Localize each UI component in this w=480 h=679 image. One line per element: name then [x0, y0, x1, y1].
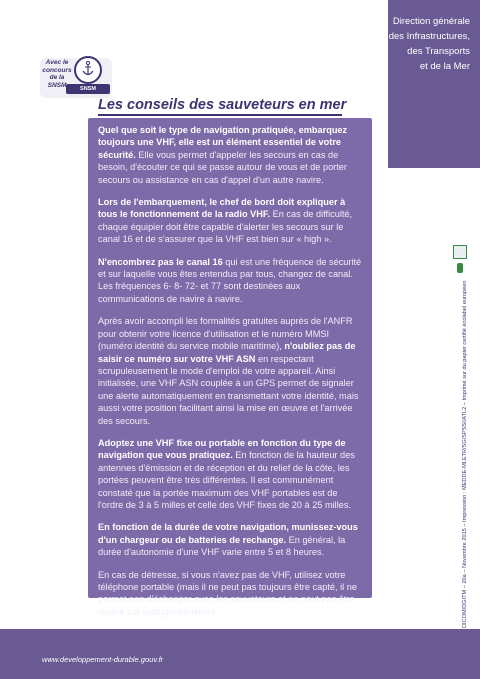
paragraph-highlight: En fonction de la durée de votre navigation, munissez-vous d'un chargeur ou de batteries de rechange. — [98, 522, 358, 545]
footer-band — [0, 629, 480, 679]
paragraph-highlight: Adoptez une VHF fixe ou portable en fonction du type de navigation que vous pratiquez. — [98, 437, 346, 461]
ministry-line: des Infrastructures, — [388, 31, 470, 42]
paragraph-text: En cas de difficulté, chaque équipier doit être capable d'alerter les secours sur le canal 16 et de s'assurer que la VHF est bien sur « high ». — [98, 209, 353, 245]
logo-caption: Avec le concours de la SNSM — [42, 59, 72, 89]
advice-paragraph — [98, 196, 362, 246]
title-underline — [98, 114, 342, 116]
advice-paragraph — [98, 124, 362, 186]
paragraph-text: Après avoir accompli les formalités gratuites auprès de l'ANFR pour obtenir votre licence d'utilisation et le numéro MMSI (numéro identité du service mobile maritime), — [98, 316, 353, 352]
paragraph-highlight: Quel que soit le type de navigation pratiquée, embarquez toujours une VHF, elle est un élément essentiel de votre sécurité. — [98, 125, 348, 160]
logo-ribbon: SNSM — [66, 84, 110, 94]
paragraph-highlight: n'oubliez pas de saisir ce numéro sur votre VHF ASN — [98, 341, 356, 364]
anchor-icon — [82, 61, 94, 77]
paragraph-text: En général, la durée d'autonomie d'une VHF varie entre 5 et 8 heures. — [98, 534, 346, 558]
paragraph-highlight: Lors de l'embarquement, le chef de bord doit expliquer à tous le fonctionnement de la radio VHF. — [98, 197, 346, 220]
ministry-line: des Transports — [407, 46, 470, 57]
advice-panel — [88, 118, 372, 630]
paragraph-text: En cas de détresse, si vous n'avez pas de VHF, utilisez votre téléphone portable (mais il ne peut pas toujours être capté, il ne permet pas d'échanger avec les sauveteurs et ne peut pas être repéré par radiogoniométrie). — [98, 569, 357, 617]
title-block — [98, 96, 358, 118]
page-title: Les conseils des sauveteurs en mer — [98, 97, 347, 113]
paragraph-text: En fonction de la hauteur des antennes d'émission et de réception et du relief de la côte, les portées peuvent être très différentes. Il est communément constaté que la portée maximum des VHF portables est de l'ordre de 3 à 5 milles et celle des VHF fixes de 20 à 25 milles. — [98, 450, 355, 510]
ministry-line: et de la Mer — [419, 61, 470, 72]
paragraph-text: Elle vous permet d'appeler les secours en cas de besoin, d'écouter ce qui se passe autour de vous et de porter secours ou assistance en cas d'appel d'un autre navire. — [98, 149, 347, 185]
paragraph-text: en respectant scrupuleusement le mode d'emploi de votre appareil. Ainsi initialisée, une VHF ASN couplée à un GPS permet de signaler une alerte automatiquement en transmettant votre identité, mais aussi votre position facilitant ainsi la mise en œuvre et l'arrivée des secours. — [98, 353, 359, 426]
ministry-header — [388, 0, 480, 168]
advice-paragraph — [98, 315, 362, 427]
paragraph-highlight: N'encombrez pas le canal 16 — [98, 256, 223, 267]
advice-paragraph — [98, 256, 362, 306]
advice-paragraph — [98, 437, 362, 511]
paragraph-highlight: Appelez le CROSS en composant le 196 sur votre téléphone, nouveau numéro — [98, 606, 343, 630]
advice-paragraph — [98, 521, 362, 558]
side-imprint: DICOM/DGITM – 20a – Novembre 2015 – Impression : MEDDE-MLETR/SG/SPSSI/ATL2 – Imprimé sur du papier certifié écolabel européen — [462, 280, 468, 628]
ministry-line: Direction générale — [392, 16, 470, 27]
footer-url[interactable]: www.developpement-durable.gouv.fr — [42, 655, 164, 664]
paragraph-text: qui est une fréquence de sécurité et sur laquelle vous êtes entendus par tous, changez de canal. Les fréquences 6- 8- 72- et 77 sont destinées aux communications de navire à navire. — [98, 256, 362, 304]
snsm-emblem-icon — [74, 56, 102, 84]
advice-text — [98, 124, 362, 653]
